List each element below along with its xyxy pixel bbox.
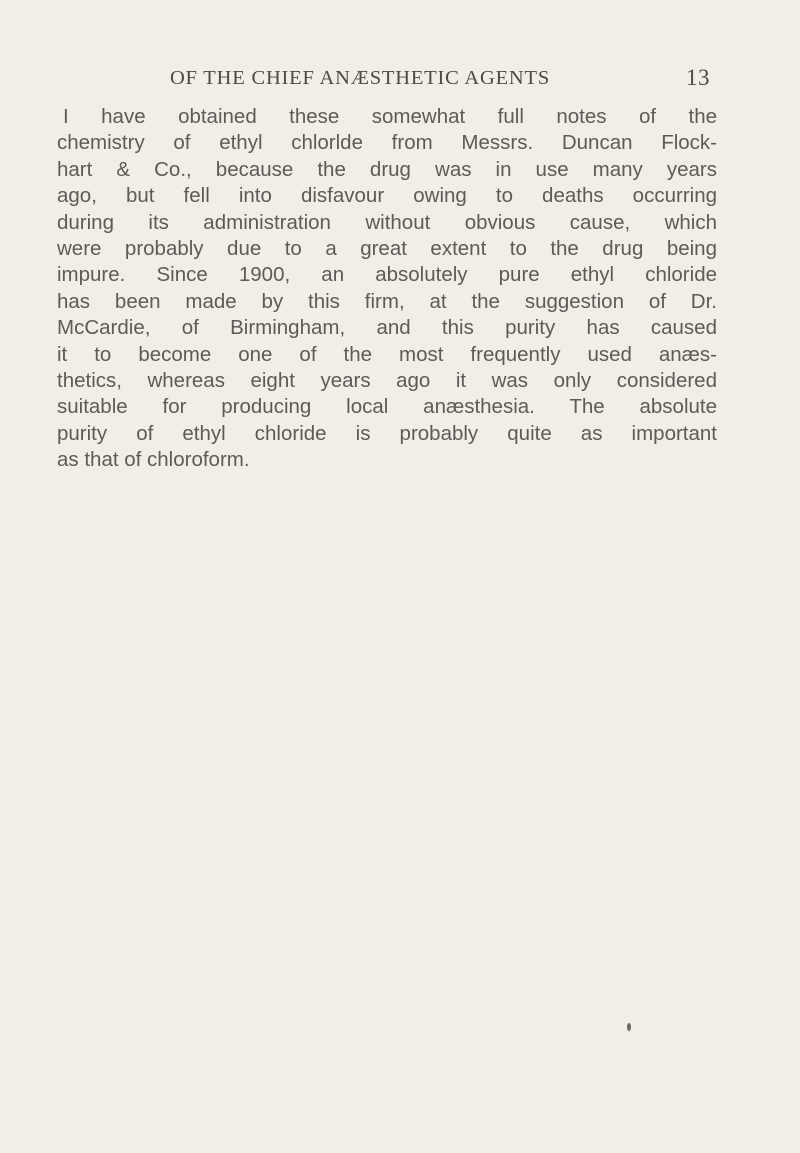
text-line: chemistry of ethyl chlorlde from Messrs. Duncan Flock- — [57, 131, 717, 155]
text-line: were probably due to a great extent to the drug being — [57, 237, 717, 261]
text-line: ago, but fell into disfavour owing to deaths occurring — [57, 184, 717, 208]
text-line: it to become one of the most frequently used anæs- — [57, 342, 717, 366]
text-line: impure. Since 1900, an absolutely pure ethyl chloride — [57, 263, 717, 287]
text-line: I have obtained these somewhat full notes of the — [63, 105, 717, 128]
ink-speck — [627, 1023, 631, 1031]
text-line: suitable for producing local anæsthesia. The absolute — [57, 395, 717, 419]
running-head — [100, 66, 716, 100]
body-paragraph — [57, 104, 717, 474]
page-number: 13 — [686, 65, 710, 90]
text-line: has been made by this firm, at the suggestion of Dr. — [57, 289, 717, 313]
text-line: during its administration without obvious cause, which — [57, 210, 717, 234]
running-title: OF THE CHIEF ANÆSTHETIC AGENTS — [169, 67, 551, 89]
text-line: McCardie, of Birmingham, and this purity has caused — [57, 316, 717, 340]
text-line: as that of chloroform. — [57, 448, 250, 472]
text-line: purity of ethyl chloride is probably quite as important — [57, 421, 717, 445]
text-line: hart & Co., because the drug was in use many years — [57, 157, 717, 181]
text-line: thetics, whereas eight years ago it was only considered — [57, 369, 717, 393]
